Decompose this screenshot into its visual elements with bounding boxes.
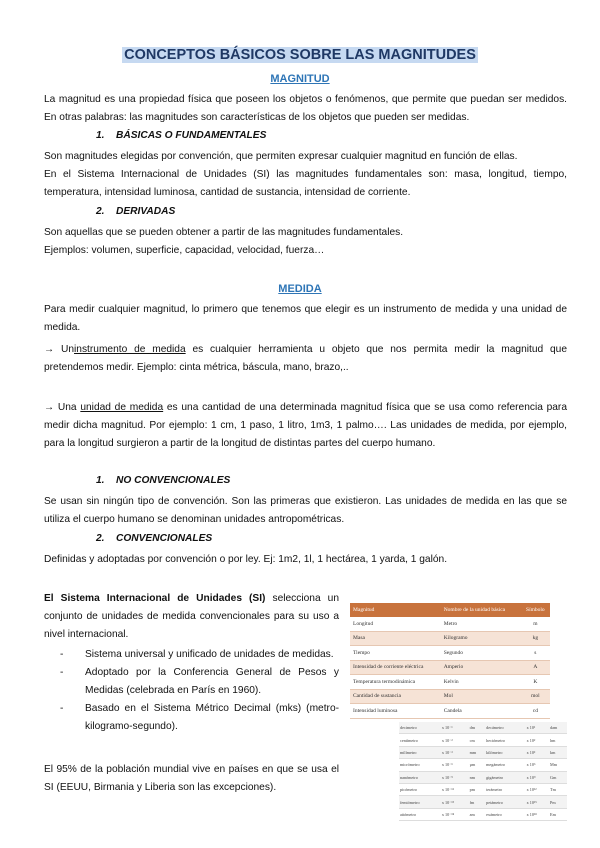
table-cell: Amperio [441, 660, 521, 675]
table-cell: Em [549, 808, 567, 820]
table-cell: decimetro [399, 722, 441, 734]
section-heading-medida: MEDIDA [278, 283, 322, 295]
table-cell: femtómetro [399, 796, 441, 808]
table-cell: hm [549, 734, 567, 746]
table-row [350, 704, 550, 719]
table-cell: Tiempo [350, 646, 441, 661]
list-item: - Basado en el Sistema Métrico Decimal (mks) (metro-kilogramo-segundo). [60, 703, 339, 732]
table-cell: s [521, 646, 550, 661]
table-row [399, 759, 567, 771]
table-cell: megámetro [485, 759, 526, 771]
table-header-cell: Magnitud [350, 603, 441, 617]
table-cell: Intensidad de corriente eléctrica [350, 660, 441, 675]
table-cell: cm [469, 734, 486, 746]
table-cell: petámetro [485, 796, 526, 808]
table-header-cell: Nombre de la unidad básica [441, 603, 521, 617]
table-cell: nm [469, 771, 486, 783]
table-cell: dm [469, 722, 486, 734]
table-cell: mol [521, 689, 550, 704]
table-cell: milímetro [399, 746, 441, 758]
table-cell: Mm [549, 759, 567, 771]
table-cell: µm [469, 759, 486, 771]
table-cell: x 10⁻¹⁸ [441, 808, 469, 820]
table-cell: K [521, 675, 550, 690]
paragraph-medida-intro: Para medir cualquier magnitud, lo primero que tenemos que elegir es un instrumento de medida y una unidad de medida. [44, 304, 567, 333]
paragraph-derivadas-ejemplos: Ejemplos: volumen, superficie, capacidad, velocidad, fuerza… [44, 245, 325, 256]
table-cell: x 10² [526, 734, 549, 746]
table-cell: x 10⁶ [526, 759, 549, 771]
table-row [399, 746, 567, 758]
term-instrumento-de-medida: instrumento de medida [74, 344, 186, 355]
table-cell: x 10⁻² [441, 734, 469, 746]
table-cell: picómetro [399, 783, 441, 795]
paragraph-instrumento: → Uninstrumento de medida es cualquier herramienta u objeto que nos permita medir la magnitud que pretendemos medir. Ejemplo: cinta métrica, báscula, mano, brazo,.. [44, 344, 567, 373]
table-row [399, 722, 567, 734]
table-row [399, 783, 567, 795]
table-cell: x 10³ [526, 746, 549, 758]
table-row [350, 617, 550, 631]
paragraph-basicas: Son magnitudes elegidas por convención, que permiten expresar cualquier magnitud en función de ellas. [44, 151, 518, 162]
table-cell: Metro [441, 617, 521, 631]
table-cell: decámetro [485, 722, 526, 734]
table-cell: x 10⁹ [526, 771, 549, 783]
table-cell: fm [469, 796, 486, 808]
table-cell: kilómetro [485, 746, 526, 758]
table-header-cell: Símbolo [521, 603, 550, 617]
paragraph-no-convencionales: Se usan sin ningún tipo de convención. Son las primeras que existieron. Las unidades de medida en las que se utiliza el cuerpo humano se denominan unidades antropométricas. [44, 496, 567, 525]
table-cell: mm [469, 746, 486, 758]
table-cell: attómetro [399, 808, 441, 820]
table-cell: Segundo [441, 646, 521, 661]
table-cell: Mol [441, 689, 521, 704]
table-cell: terámetro [485, 783, 526, 795]
table-cell: am [469, 808, 486, 820]
table-row [350, 646, 550, 661]
table-row [350, 675, 550, 690]
paragraph-si-closing: El 95% de la población mundial vive en países en que se usa el SI (EEUU, Birmania y Liberia son las excepciones). [44, 764, 339, 793]
prefix-table [399, 722, 567, 821]
table-cell: centímetro [399, 734, 441, 746]
paragraph-magnitud-definition: La magnitud es una propiedad física que poseen los objetos o fenómenos, que permite que puedan ser medidos. En otras palabras: las magnitudes son características de los objetos que pueden ser medidas. [44, 94, 567, 123]
table-cell: x 10¹ [526, 722, 549, 734]
term-unidad-de-medida: unidad de medida [80, 402, 164, 413]
section-heading-magnitud: MAGNITUD [270, 73, 330, 85]
list-item: - Sistema universal y unificado de unidades de medidas. [60, 649, 334, 660]
table-cell: Longitud [350, 617, 441, 631]
table-cell: x 10⁻⁶ [441, 759, 469, 771]
table-cell: Tm [549, 783, 567, 795]
table-cell: x 10⁻³ [441, 746, 469, 758]
table-row [399, 771, 567, 783]
table-cell: kg [521, 631, 550, 646]
subheading-basicas: 1. BÁSICAS O FUNDAMENTALES [96, 130, 267, 141]
table-cell: hectómetro [485, 734, 526, 746]
table-cell: x 10¹² [526, 783, 549, 795]
paragraph-derivadas: Son aquellas que se pueden obtener a partir de las magnitudes fundamentales. [44, 227, 404, 238]
table-cell: cd [521, 704, 550, 719]
table-row [399, 734, 567, 746]
table-row [399, 808, 567, 820]
table-cell: x 10¹⁸ [526, 808, 549, 820]
table-cell: pm [469, 783, 486, 795]
subheading-convencionales: 2. CONVENCIONALES [96, 533, 213, 544]
table-cell: dam [549, 722, 567, 734]
subheading-no-convencionales: 1. NO CONVENCIONALES [96, 475, 231, 486]
paragraph-convencionales: Definidas y adoptadas por convención o por ley. Ej: 1m2, 1l, 1 hectárea, 1 yarda, 1 galón. [44, 554, 448, 565]
table-cell: x 10⁻⁹ [441, 771, 469, 783]
table-cell: nanómetro [399, 771, 441, 783]
table-header-row [350, 603, 550, 617]
table-cell: Kilogramo [441, 631, 521, 646]
table-cell: exámetro [485, 808, 526, 820]
si-units-table [350, 603, 550, 719]
table-cell: m [521, 617, 550, 631]
table-cell: Pm [549, 796, 567, 808]
table-row [350, 660, 550, 675]
table-cell: Gm [549, 771, 567, 783]
si-bullet-list [60, 646, 339, 736]
table-row [350, 689, 550, 704]
paragraph-unidad: → Una unidad de medida es una cantidad de una determinada magnitud física que se usa como referencia para medir dicha magnitud. Por ejemplo: 1 cm, 1 paso, 1 litro, 1m3, 1 palmo…. Las unidades de medida, por ejemplo, para la longitud surgieron a partir de la longitud de distintas partes del cuerpo humano. [44, 402, 567, 449]
paragraph-si-fundamentales: En el Sistema Internacional de Unidades (SI) las magnitudes fundamentales son: masa, longitud, tiempo, temperatura, intensidad luminosa, cantidad de sustancia, intensidad de corriente. [44, 169, 567, 198]
table-cell: gigámetro [485, 771, 526, 783]
table-cell: x 10⁻¹² [441, 783, 469, 795]
table-cell: Candela [441, 704, 521, 719]
table-row [350, 631, 550, 646]
table-cell: x 10⁻¹ [441, 722, 469, 734]
table-cell: micrómetro [399, 759, 441, 771]
table-cell: x 10¹⁵ [526, 796, 549, 808]
page-title: CONCEPTOS BÁSICOS SOBRE LAS MAGNITUDES [124, 47, 476, 63]
subheading-derivadas: 2. DERIVADAS [96, 206, 176, 217]
table-cell: Cantidad de sustancia [350, 689, 441, 704]
table-cell: Intensidad luminosa [350, 704, 441, 719]
table-cell: Kelvin [441, 675, 521, 690]
paragraph-si-intro: El Sistema Internacional de Unidades (SI) selecciona un conjunto de unidades de medida convencionales para su uso a nivel internacional. [44, 593, 339, 640]
table-row [399, 796, 567, 808]
table-cell: A [521, 660, 550, 675]
table-cell: Masa [350, 631, 441, 646]
table-cell: Temperatura termodinámica [350, 675, 441, 690]
list-item: - Adoptado por la Conferencia General de Pesos y Medidas (celebrada en París en 1960). [60, 667, 339, 696]
table-cell: km [549, 746, 567, 758]
table-cell: x 10⁻¹⁵ [441, 796, 469, 808]
